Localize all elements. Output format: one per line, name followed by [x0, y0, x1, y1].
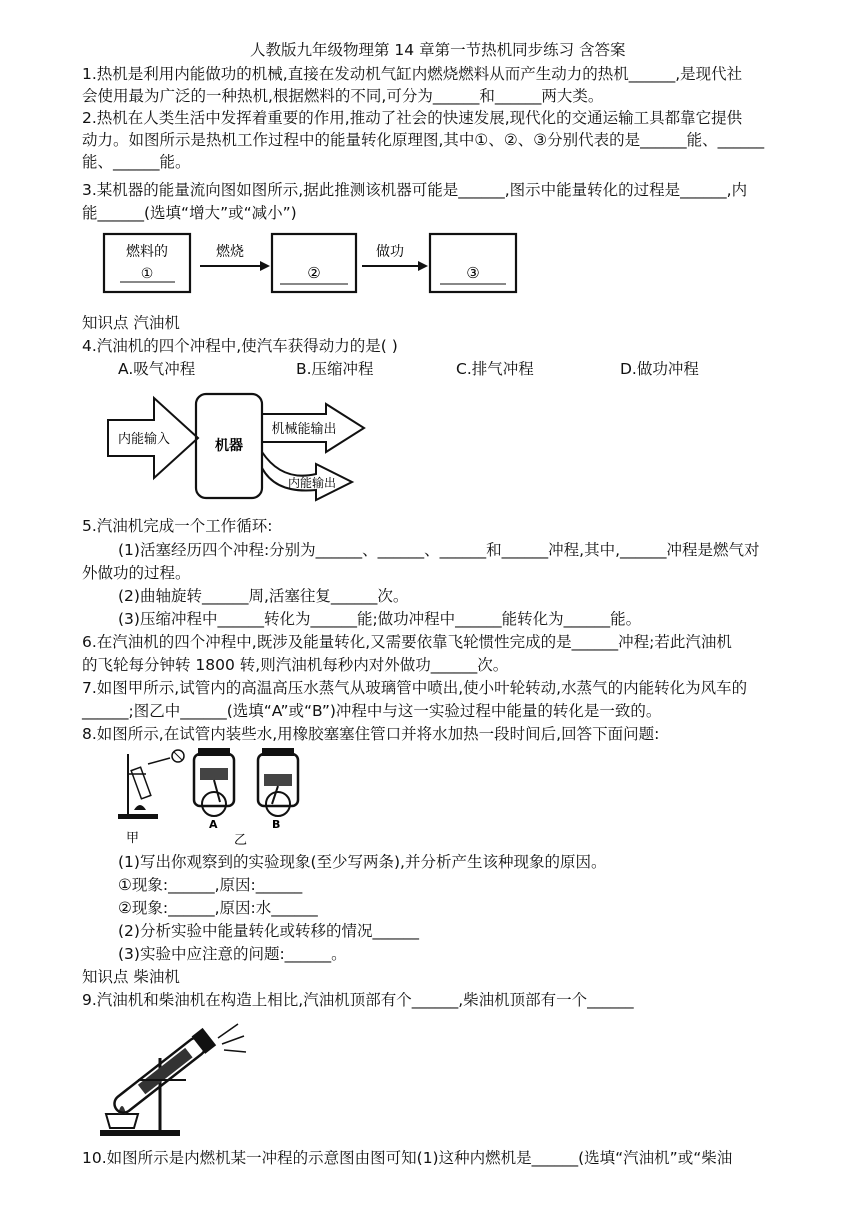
test-tube	[131, 767, 151, 799]
question-7-line-1: 7.如图甲所示,试管内的高温高压水蒸气从玻璃管中喷出,使小叶轮转动,水蒸气的内能转化为风车的	[82, 679, 748, 697]
flow-box-2-number: ②	[307, 264, 321, 282]
question-6-line-2: 的飞轮每分钟转 1800 转,则汽油机每秒内对外做功______次。	[82, 656, 509, 674]
question-8-part-2: (2)分析实验中能量转化或转移的情况______	[118, 922, 419, 940]
question-5: 5.汽油机完成一个工作循环:	[82, 517, 273, 535]
flow-box-1-number: ①	[140, 266, 154, 282]
flow-arrow-2-label: 做功	[376, 244, 404, 260]
test-tube-2	[110, 1028, 217, 1118]
experiment-engine-figure	[112, 744, 312, 848]
question-4: 4.汽油机的四个冲程中,使汽车获得动力的是( )	[82, 337, 398, 355]
question-3-line-2: 能______(选填“增大”或“减小”)	[82, 204, 297, 222]
question-1-line-2: 会使用最为广泛的一种热机,根据燃料的不同,可分为______和______两大类。	[82, 87, 604, 105]
engine-a-crank	[202, 792, 226, 816]
question-4-option-c: C.排气冲程	[456, 360, 534, 378]
question-8-part-1: (1)写出你观察到的实验现象(至少写两条),并分析产生该种现象的原因。	[118, 853, 607, 871]
question-4-option-b: B.压缩冲程	[296, 360, 374, 378]
question-5-part-1-line-1: (1)活塞经历四个冲程:分别为______、______、______和______冲程,其中,______冲程是燃气对	[118, 541, 760, 559]
question-2-line-1: 2.热机在人类生活中发挥着重要的作用,推动了社会的快速发展,现代化的交通运输工具都靠它提供	[82, 109, 743, 127]
tube-stopper	[192, 1028, 217, 1054]
question-8-part-1-b: ②现象:______,原因:水______	[118, 899, 318, 917]
energy-input-label: 内能输入	[117, 432, 171, 447]
flow-arrow-2-head	[418, 261, 428, 271]
question-9: 9.汽油机和柴油机在构造上相比,汽油机顶部有个______,柴油机顶部有一个______	[82, 991, 634, 1009]
flow-arrow-1-head	[260, 261, 270, 271]
alcohol-lamp	[106, 1114, 138, 1128]
machine-energy-figure	[106, 390, 368, 506]
engine-a-rod	[214, 780, 220, 802]
label-b: B	[272, 818, 281, 831]
label-a: A	[209, 818, 218, 831]
question-4-option-d: D.做功冲程	[620, 360, 699, 378]
steam-lines	[218, 1024, 246, 1052]
engine-b-crank	[266, 792, 290, 816]
engine-b-head	[262, 748, 294, 756]
question-7-line-2: ______;图乙中______(选填“A”或“B”)冲程中与这一实验过程中能量的转化是一致的。	[82, 702, 662, 720]
question-1-line-1: 1.热机是利用内能做功的机械,直接在发动机气缸内燃烧燃料从而产生动力的热机______,是现代社	[82, 65, 743, 83]
heat-output-label: 内能输出	[287, 476, 337, 490]
knowledge-point-gasoline-engine: 知识点 汽油机	[82, 314, 180, 332]
question-6-line-1: 6.在汽油机的四个冲程中,既涉及能量转化,又需要依靠飞轮惯性完成的是______冲程;若此汽油机	[82, 633, 732, 651]
pinwheel-blade	[174, 752, 182, 760]
glass-tube	[148, 758, 170, 764]
flow-arrow-1-label: 燃烧	[216, 244, 244, 260]
burner-flame	[134, 805, 146, 810]
question-4-option-a: A.吸气冲程	[118, 360, 196, 378]
engine-b-piston	[264, 774, 292, 786]
flow-box-3-number: ③	[466, 264, 480, 282]
flow-box-3	[430, 234, 516, 292]
question-2-line-3: 能、______能。	[82, 153, 191, 171]
flow-box-2	[272, 234, 356, 292]
engine-b-rod	[272, 786, 278, 804]
question-5-part-3: (3)压缩冲程中______转化为______能;做功冲程中______能转化为______能。	[118, 610, 642, 628]
question-8-part-1-a: ①现象:______,原因:______	[118, 876, 303, 894]
tube-water	[138, 1048, 193, 1094]
machine-label: 机器	[215, 438, 243, 454]
engine-a-piston	[200, 768, 228, 780]
engine-a-head	[198, 748, 230, 756]
question-8: 8.如图所示,在试管内装些水,用橡胶塞塞住管口并将水加热一段时间后,回答下面问题:	[82, 725, 660, 743]
page-title: 人教版九年级物理第 14 章第一节热机同步练习 含答案	[250, 41, 626, 59]
label-yi: 乙	[234, 833, 248, 848]
mechanical-output-label: 机械能输出	[271, 422, 337, 437]
question-5-part-2: (2)曲轴旋转______周,活塞往复______次。	[118, 587, 409, 605]
knowledge-point-diesel-engine: 知识点 柴油机	[82, 968, 180, 986]
flow-box-1-label: 燃料的	[126, 244, 168, 260]
question-10: 10.如图所示是内燃机某一冲程的示意图由图可知(1)这种内燃机是______(选填“汽油机”或“柴油	[82, 1149, 733, 1167]
question-3-line-1: 3.某机器的能量流向图如图所示,据此推测该机器可能是______,图示中能量转化的过程是______,内	[82, 181, 748, 199]
question-5-part-1-line-2: 外做功的过程。	[82, 564, 191, 582]
flow-box-1	[104, 234, 190, 292]
stand-base	[118, 814, 158, 819]
question-8-part-3: (3)实验中应注意的问题:______。	[118, 945, 347, 963]
steam-tube-figure	[98, 1018, 298, 1140]
energy-flow-figure	[100, 228, 520, 300]
question-2-line-2: 动力。如图所示是热机工作过程中的能量转化原理图,其中①、②、③分别代表的是______能、______	[82, 131, 765, 149]
stand-base-2	[100, 1130, 180, 1136]
label-jia: 甲	[126, 831, 140, 846]
